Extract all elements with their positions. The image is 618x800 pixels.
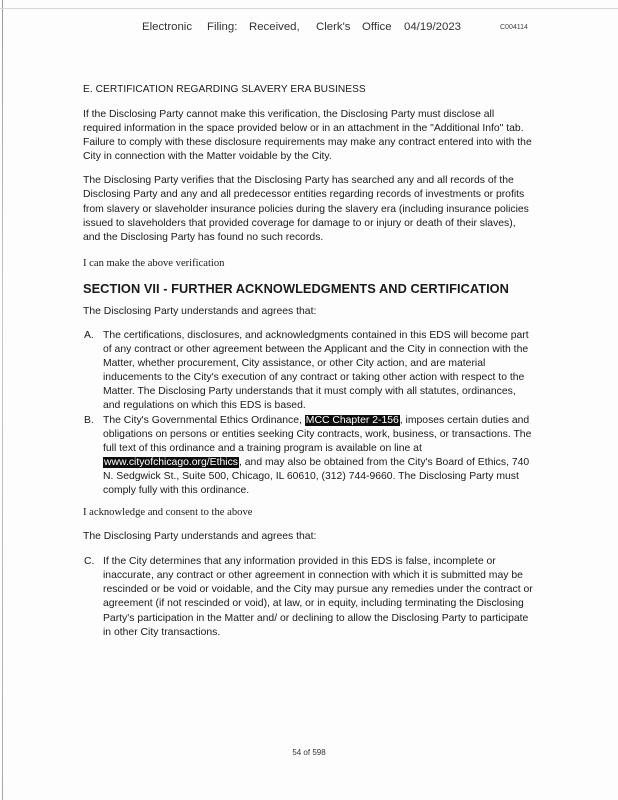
list-item-c — [83, 555, 535, 640]
verification-answer: I can make the above verification — [83, 257, 225, 269]
page-number: 54 of 598 — [292, 748, 326, 757]
list-text-a: The certifications, disclosures, and acknowledgments contained in this EDS will become part of any contract or other agreement between the Applicant and the City in connection with the Matter, whether procurement, City assistance, or other City action, and are material inducements to the City's execution of any contract or taking other action with respect to the Matter. The Disclosing Party understands that it must comply with all statutes, ordinances, and regulations on which this EDS is based. — [103, 329, 529, 412]
section-e-paragraph-1: If the Disclosing Party cannot make this verification, the Disclosing Party must disclose all required information in the space provided below or in an attachment in the "Additional Info" tab. Failure to comply with these disclosure requirements may make any contract entered into with the City in connection with the Matter voidable by the City. — [83, 109, 532, 163]
header-received: Received, — [249, 21, 300, 33]
header-clerks: Clerk's — [316, 21, 351, 33]
list-text-b — [103, 414, 535, 499]
section-e-title: E. CERTIFICATION REGARDING SLAVERY ERA BUSINESS — [83, 84, 366, 95]
list-text-b-part-3: , and may also be obtained from the City's Board of Ethics, 740 N. Sedgwick St., Suite 500, Chicago, IL 60610, (312) 744-9660. The Disclosing Party must comply fully with this ordinance. — [103, 456, 530, 496]
section-vii-intro-2: The Disclosing Party understands and agrees that: — [83, 531, 317, 543]
list-item-b — [83, 414, 535, 499]
header-electronic: Electronic — [142, 21, 193, 33]
section-vii-title: SECTION VII - FURTHER ACKNOWLEDGMENTS AND CERTIFICATION — [83, 280, 509, 296]
document-body — [83, 84, 535, 640]
header-date: 04/19/2023 — [404, 21, 462, 33]
section-e-paragraph-2: The Disclosing Party verifies that the Disclosing Party has searched any and all records of the Disclosing Party and any and all predecessor entities regarding records of investments or profits from slavery or slaveholder insurance policies during the slavery era (including insurance policies issued to slaveholders that provided coverage for damage to or injury or death of their slaves), and the Disclosing Party has found no such records. — [83, 175, 529, 243]
ethics-website-link[interactable]: www.cityofchicago.org/Ethics — [104, 456, 238, 468]
acknowledgment-answer: I acknowledge and consent to the above — [83, 507, 253, 519]
list-text-b-part-1: The City's Governmental Ethics Ordinance, — [103, 414, 305, 426]
list-marker-c: C. — [84, 556, 95, 568]
header-code: C004114 — [500, 24, 528, 31]
scan-edge-top — [0, 8, 618, 9]
list-marker-a: A. — [84, 329, 94, 341]
header-filing: Filing: — [207, 21, 238, 33]
list-text-c: If the City determines that any information provided in this EDS is false, incomplete or inaccurate, any contract or other agreement in connection with which it is submitted may be rescinded or be void or voidable, and the City may pursue any remedies under the contract or agreement (if not rescinded or void), at law, or in equity, including terminating the Disclosing Party's participation in the Matter and/ or declining to allow the Disclosing Party to participate in other City transactions. — [103, 556, 533, 638]
list-text-b-part-2: , imposes certain duties and obligations on persons or entities seeking City contracts, work, business, or transactions. The full text of this ordinance and a training program is available on line at — [103, 414, 532, 454]
list-marker-b: B. — [84, 414, 94, 426]
header-office: Office — [362, 21, 392, 33]
filing-stamp-header — [0, 21, 618, 37]
section-vii-intro: The Disclosing Party understands and agrees that: — [83, 305, 317, 317]
scan-edge-left — [2, 0, 3, 800]
list-item-a — [83, 329, 535, 414]
ethics-ordinance-link[interactable]: MCC Chapter 2-156 — [305, 414, 399, 426]
